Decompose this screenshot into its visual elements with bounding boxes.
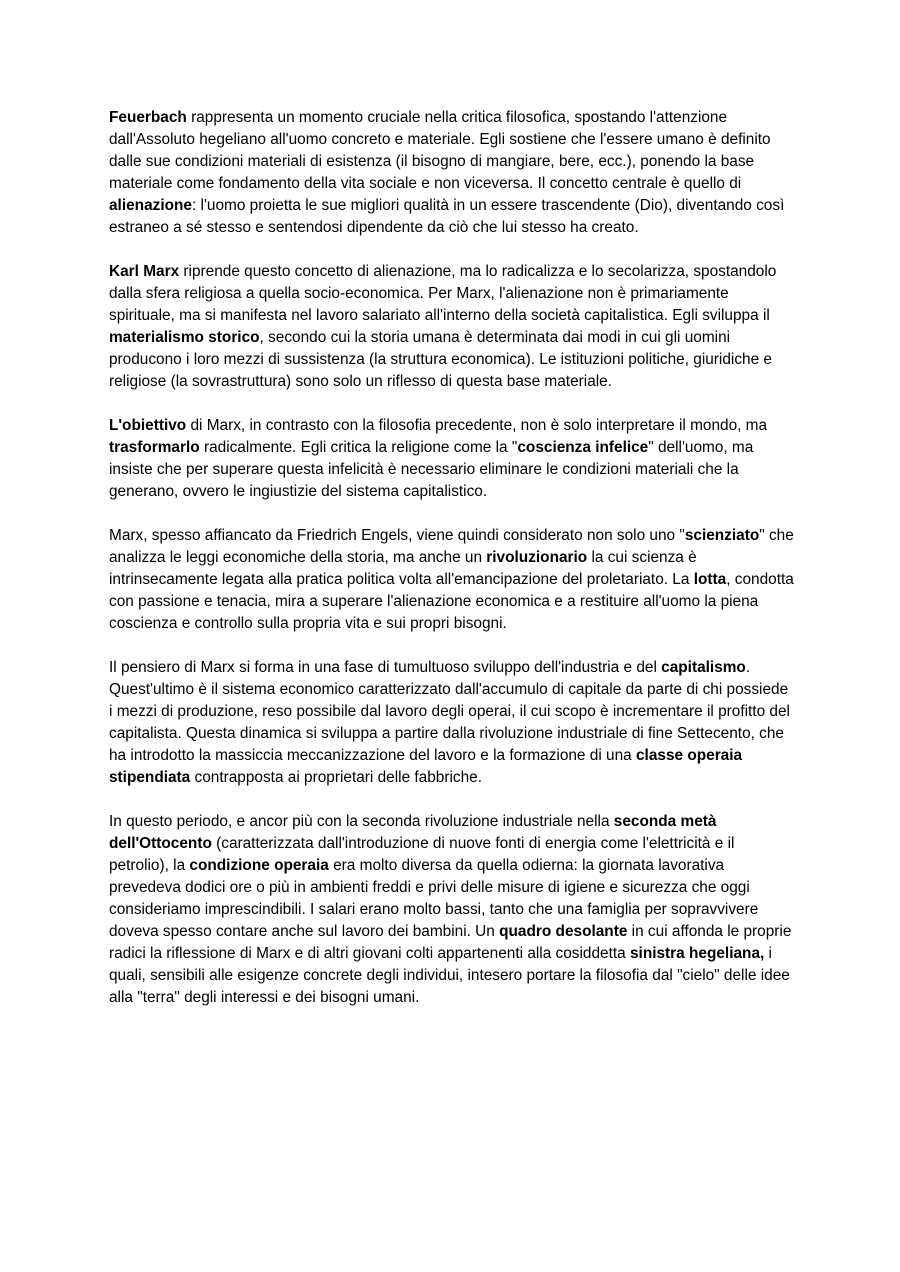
text-run: contrapposta ai proprietari delle fabbriche.	[190, 769, 482, 786]
paragraph-condizione-operaia	[109, 811, 794, 1009]
text-run: la cui scienza è intrinsecamente legata alla pratica politica volta all'emancipazione del proletariato. La	[109, 549, 697, 588]
bold-term: alienazione	[109, 197, 192, 214]
bold-term: quadro desolante	[499, 923, 628, 940]
text-run: era molto diversa da quella odierna: la giornata lavorativa prevedeva dodici ore o più in ambienti freddi e privi delle misure di igiene e sicurezza che oggi consideriamo imprescindibili. I salari erano molto bassi, tanto che una famiglia per sopravvivere doveva spesso contare anche sul lavoro dei bambini. Un	[109, 857, 759, 940]
bold-term: materialismo storico	[109, 329, 260, 346]
bold-term: condizione operaia	[189, 857, 329, 874]
text-run: " che analizza le leggi economiche della storia, ma anche un	[109, 527, 794, 566]
paragraph-capitalismo	[109, 657, 794, 789]
bold-term: lotta	[693, 571, 727, 588]
bold-term: coscienza infelice	[517, 439, 649, 456]
text-run: in cui affonda le proprie radici la riflessione di Marx e di altri giovani colti appartenenti alla cosiddetta	[109, 923, 792, 962]
bold-term: sinistra hegeliana,	[629, 945, 765, 962]
paragraph-feuerbach	[109, 107, 794, 239]
bold-term: scienziato	[684, 527, 760, 544]
text-run: (caratterizzata dall'introduzione di nuove fonti di energia come l'elettricità e il petrolio), la	[109, 835, 735, 874]
paragraph-karl-marx	[109, 261, 794, 393]
text-run: : l'uomo proietta le sue migliori qualità in un essere trascendente (Dio), diventando così estraneo a sé stesso e sentendosi dipendente da ciò che lui stesso ha creato.	[109, 197, 785, 236]
bold-term: L'obiettivo	[109, 417, 187, 434]
text-run: , condotta con passione e tenacia, mira a superare l'alienazione economica e a restituire all'uomo la piena coscienza e controllo sulla propria vita e sui propri bisogni.	[109, 571, 794, 632]
text-run: di Marx, in contrasto con la filosofia precedente, non è solo interpretare il mondo, ma	[186, 417, 768, 434]
text-run: " dell'uomo, ma insiste che per superare questa infelicità è necessario eliminare le condizioni materiali che la generano, ovvero le ingiustizie del sistema capitalistico.	[109, 439, 754, 500]
bold-term: classe operaia stipendiata	[109, 747, 743, 786]
paragraph-obiettivo	[109, 415, 794, 503]
text-run: In questo periodo, e ancor più con la seconda rivoluzione industriale nella	[109, 813, 614, 830]
text-run: Marx, spesso affiancato da Friedrich Engels, viene quindi considerato non solo uno "	[109, 527, 685, 544]
bold-term: seconda metà dell'Ottocento	[109, 813, 717, 852]
text-run: rappresenta un momento cruciale nella critica filosofica, spostando l'attenzione dall'Assoluto hegeliano all'uomo concreto e materiale. Egli sostiene che l'essere umano è definito dalle sue condizioni materiali di esistenza (il bisogno di mangiare, bere, ecc.), ponendo la base materiale come fondamento della vita sociale e non viceversa. Il concetto centrale è quello di	[109, 109, 771, 192]
text-run: i quali, sensibili alle esigenze concrete degli individui, intesero portare la filosofia dal "cielo" delle idee alla "terra" degli interessi e dei bisogni umani.	[109, 945, 790, 1006]
bold-term: capitalismo	[661, 659, 746, 676]
bold-term: Karl Marx	[109, 263, 180, 280]
paragraph-scienziato-rivoluzionario	[109, 525, 794, 635]
document-body	[109, 107, 794, 1031]
bold-term: trasformarlo	[109, 439, 200, 456]
text-run: , secondo cui la storia umana è determinata dai modi in cui gli uomini producono i loro mezzi di sussistenza (la struttura economica). Le istituzioni politiche, giuridiche e religiose (la sovrastruttura) sono solo un riflesso di questa base materiale.	[109, 329, 772, 390]
text-run: Il pensiero di Marx si forma in una fase di tumultuoso sviluppo dell'industria e del	[109, 659, 662, 676]
text-run: . Quest'ultimo è il sistema economico caratterizzato dall'accumulo di capitale da parte di chi possiede i mezzi di produzione, reso possibile dal lavoro degli operai, il cui scopo è incrementare il profitto del capitalista. Questa dinamica si sviluppa a partire dalla rivoluzione industriale di fine Settecento, che ha introdotto la massiccia meccanizzazione del lavoro e la formazione di una	[109, 659, 790, 764]
bold-term: rivoluzionario	[486, 549, 588, 566]
bold-term: Feuerbach	[109, 109, 187, 126]
text-run: radicalmente. Egli critica la religione come la "	[199, 439, 518, 456]
text-run: riprende questo concetto di alienazione, ma lo radicalizza e lo secolarizza, spostandolo dalla sfera religiosa a quella socio-economica. Per Marx, l'alienazione non è primariamente spirituale, ma si manifesta nel lavoro salariato all'interno della società capitalistica. Egli sviluppa il	[109, 263, 777, 324]
